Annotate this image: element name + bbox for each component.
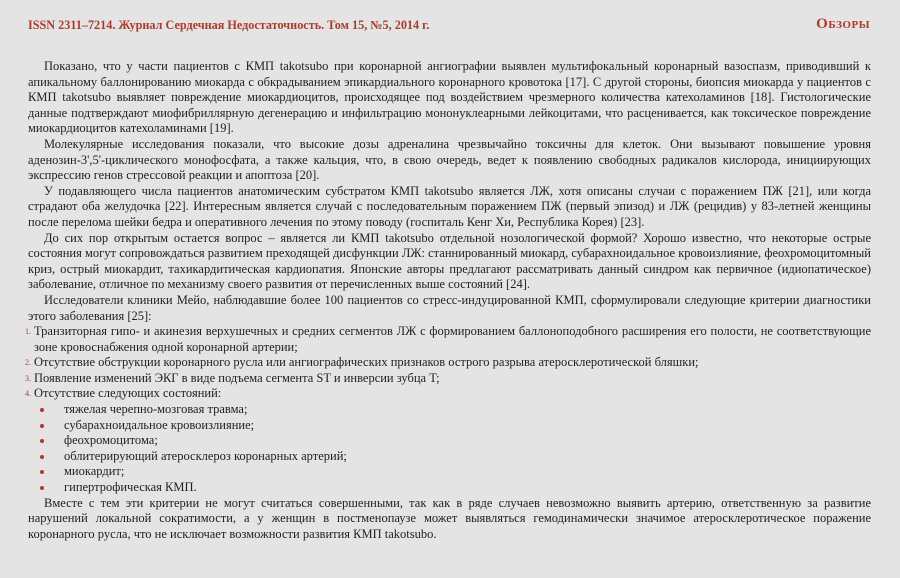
criteria-number: 1.	[25, 327, 31, 337]
exclusion-item	[28, 480, 871, 496]
article-body	[25, 59, 871, 542]
closing-paragraph: Вместе с тем эти критерии не могут считаться совершенными, так как в ряде случаев невозможно выявить артерию, ответственную за развитие нарушений локальной сократимости, а у женщин в постменопаузе может выявляться гемодинамически значимое атеросклеротическое поражение коронарного русла, что не исключает возможности развития КМП takotsubo.	[28, 495, 871, 541]
exclusion-text: тяжелая черепно-мозговая травма;	[64, 402, 248, 417]
bullet-icon	[40, 424, 44, 428]
exclusion-text: облитерирующий атеросклероз коронарных артерий;	[64, 448, 347, 463]
exclusion-text: миокардит;	[64, 464, 125, 479]
criteria-item	[25, 386, 871, 402]
paragraph: До сих пор открытым остается вопрос – является ли КМП takotsubo отдельной нозологической формой? Хорошо известно, что некоторые острые состояния могут сопровождаться развитием преходящей дисфункции ЛЖ: станнированный миокард, субарахноидальное кровоизлияние, феохромоцитомный криз, острый миокардит, тахикардитическая кардиопатия. Японские авторы предлагают рассматривать данный синдром как первичное (идиопатическое) заболевание, отличное по механизму своего развития от перечисленных выше состояний [24].	[28, 230, 871, 292]
exclusion-item	[28, 464, 871, 480]
criteria-text: Транзиторная гипо- и акинезия верхушечных и средних сегментов ЛЖ с формированием баллоноподобного расширения его полости, не соответствующие зоне кровоснабжения одной коронарной артерии;	[34, 324, 871, 354]
exclusion-text: гипертрофическая КМП.	[64, 480, 197, 495]
page-header	[28, 16, 870, 36]
criteria-text: Отсутствие следующих состояний:	[34, 386, 222, 401]
criteria-text: Появление изменений ЭКГ в виде подъема сегмента ST и инверсии зубца T;	[34, 370, 440, 385]
criteria-item	[25, 370, 871, 387]
criteria-number: 4.	[25, 389, 31, 399]
paragraph: У подавляющего числа пациентов анатомическим субстратом КМП takotsubo является ЛЖ, хотя описаны случаи с поражением ПЖ [21], или когда страдают оба желудочка [22]. Интересным является случай с последовательным поражением ПЖ (первый эпизод) и ЛЖ (рецидив) у 83-летней женщины после перелома шейки бедра и оперативного лечения по этому поводу (госпиталь Кенг Хи, Республика Корея) [23].	[28, 183, 871, 229]
exclusion-text: феохромоцитома;	[64, 433, 158, 448]
exclusion-item	[28, 402, 871, 418]
paragraph: Молекулярные исследования показали, что высокие дозы адреналина чрезвычайно токсичны для клеток. Они вызывают повышение уровня аденозин-3',5'-циклического монофосфата, а также кальция, что, в свою очередь, ведет к появлению свободных радикалов кислорода, инициирующих экспрессию генов стрессовой реакции и апоптоза [20].	[28, 136, 871, 183]
exclusion-item	[28, 449, 871, 465]
bullet-icon	[40, 408, 44, 412]
bullet-icon	[40, 486, 44, 490]
paragraph: Показано, что у части пациентов с КМП takotsubo при коронарной ангиографии выявлен мультифокальный коронарный вазоспазм, приводивший к апикальному баллонированию миокарда с обкрадыванием эпикардиального коронарного кровотока [17]. С другой стороны, биопсия миокарда у пациентов с КМП takotsubo выявляет повреждение миокардиоцитов, происходящее под воздействием чрезмерного количества катехоламинов [18]. Гистологические данные подтверждают миофибриллярную дегенерацию и инфильтрацию мононуклеарными лейкоцитами, что расценивается, как токсическое повреждение миокардиоцитов катехоламинами [19].	[28, 59, 871, 136]
exclusion-text: субарахноидальное кровоизлияние;	[64, 417, 255, 432]
bullet-icon	[40, 470, 44, 474]
bullet-icon	[40, 439, 44, 443]
criteria-item	[25, 355, 871, 371]
journal-citation: ISSN 2311–7214. Журнал Сердечная Недостаточность. Том 15, №5, 2014 г.	[28, 18, 430, 32]
exclusion-item	[28, 418, 871, 434]
criteria-item	[25, 324, 871, 355]
criteria-list	[25, 324, 871, 402]
exclusion-list	[28, 402, 871, 496]
paragraph: Исследователи клиники Мейо, наблюдавшие более 100 пациентов со стресс-индуцированной КМП, сформулировали следующие критерии диагностики этого заболевания [25]:	[28, 292, 871, 323]
section-title: Обзоры	[816, 16, 870, 32]
criteria-number: 2.	[25, 358, 31, 368]
criteria-text: Отсутствие обструкции коронарного русла или ангиографических признаков острого разрыва атеросклеротической бляшки;	[34, 355, 699, 370]
bullet-icon	[40, 455, 44, 459]
exclusion-item	[28, 433, 871, 449]
criteria-number: 3.	[25, 373, 31, 383]
